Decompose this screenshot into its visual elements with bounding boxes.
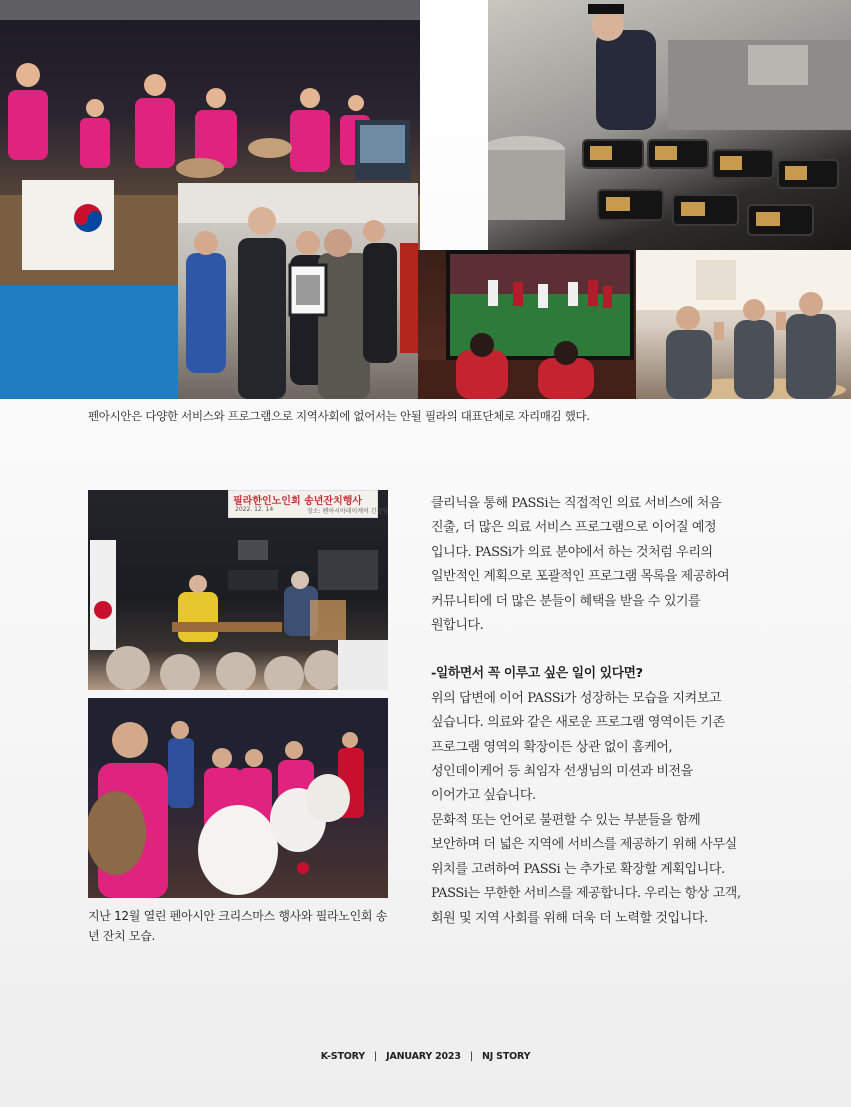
event-banner-title: 필라한인노인회 송년잔치행사 [233,496,363,507]
event-banner-date: 2022. 12. 14 [235,506,274,513]
body-line: 프로그램 영역의 확장이든 상관 없이 홈케어, [431,739,673,755]
photo-ceremony-group [178,183,418,399]
body-line: 위의 답변에 이어 PASSi가 성장하는 모습을 지켜보고 [431,690,722,706]
collage-caption: 펜아시안은 다양한 서비스와 프로그램으로 지역사회에 없어서는 안될 필라의 대표단체로 자리매김 했다. [88,409,590,423]
photo-cheering-audience [636,250,851,399]
body-line: 원합니다. [431,618,484,634]
article-body [431,492,771,931]
event-banner-place: 장소: 펜아시아데이케어 긴강당 [307,508,388,515]
body-line: 위치를 고려하여 PASSi 는 추가로 확장할 계획입니다. [431,861,725,877]
body-line: 보안하며 더 넓은 지역에 서비스를 제공하기 위해 사무실 [431,837,737,853]
footer-magazine: K-STORY [320,1051,365,1062]
body-line: 클리닉을 통해 PASSi는 직접적인 의료 서비스에 처음 [431,496,722,511]
event-banner [228,490,388,518]
body-line: 일반적인 계획으로 포괄적인 프로그램 목록을 제공하여 [431,569,730,585]
body-line: 회원 및 지역 사회를 위해 더욱 더 노력할 것입니다. [431,910,708,926]
body-line: 성인데이케어 등 최임자 선생님의 미션과 비전을 [431,764,693,780]
accent-blue-block [0,285,178,399]
photo-drum-group [88,698,388,898]
interview-question: -일하면서 꼭 이루고 싶은 일이 있다면? [431,666,643,682]
footer-issue: JANUARY 2023 [386,1051,461,1062]
body-line: 이어가고 싶습니다. [431,788,536,804]
body-line: PASSi는 무한한 서비스를 제공합니다. 우리는 항상 고객, [431,886,741,902]
photo-kitchen-meal-prep [488,0,851,250]
footer-separator: | [373,1051,377,1062]
body-line: 문화적 또는 언어로 불편할 수 있는 부분들을 함께 [431,812,701,828]
photo-world-cup-screening [418,250,636,399]
footer-section: NJ STORY [481,1051,531,1062]
body-line: 진출, 더 많은 의료 서비스 프로그램으로 이어질 예정 [431,520,717,536]
body-line: 입니다. PASSi가 의료 분야에서 하는 것처럼 우리의 [431,544,713,560]
photos-caption: 지난 12월 열린 펜아시안 크리스마스 행사와 필라노인회 송년 잔치 모습. [88,909,387,943]
photo-christmas-event [88,490,388,690]
footer-separator: | [469,1051,473,1062]
page-footer [0,1051,851,1062]
body-line: 커뮤니티에 더 많은 분들이 혜택을 받을 수 있기를 [431,593,701,609]
body-line: 싶습니다. 의료와 같은 새로운 프로그램 영역이든 기존 [431,715,725,731]
